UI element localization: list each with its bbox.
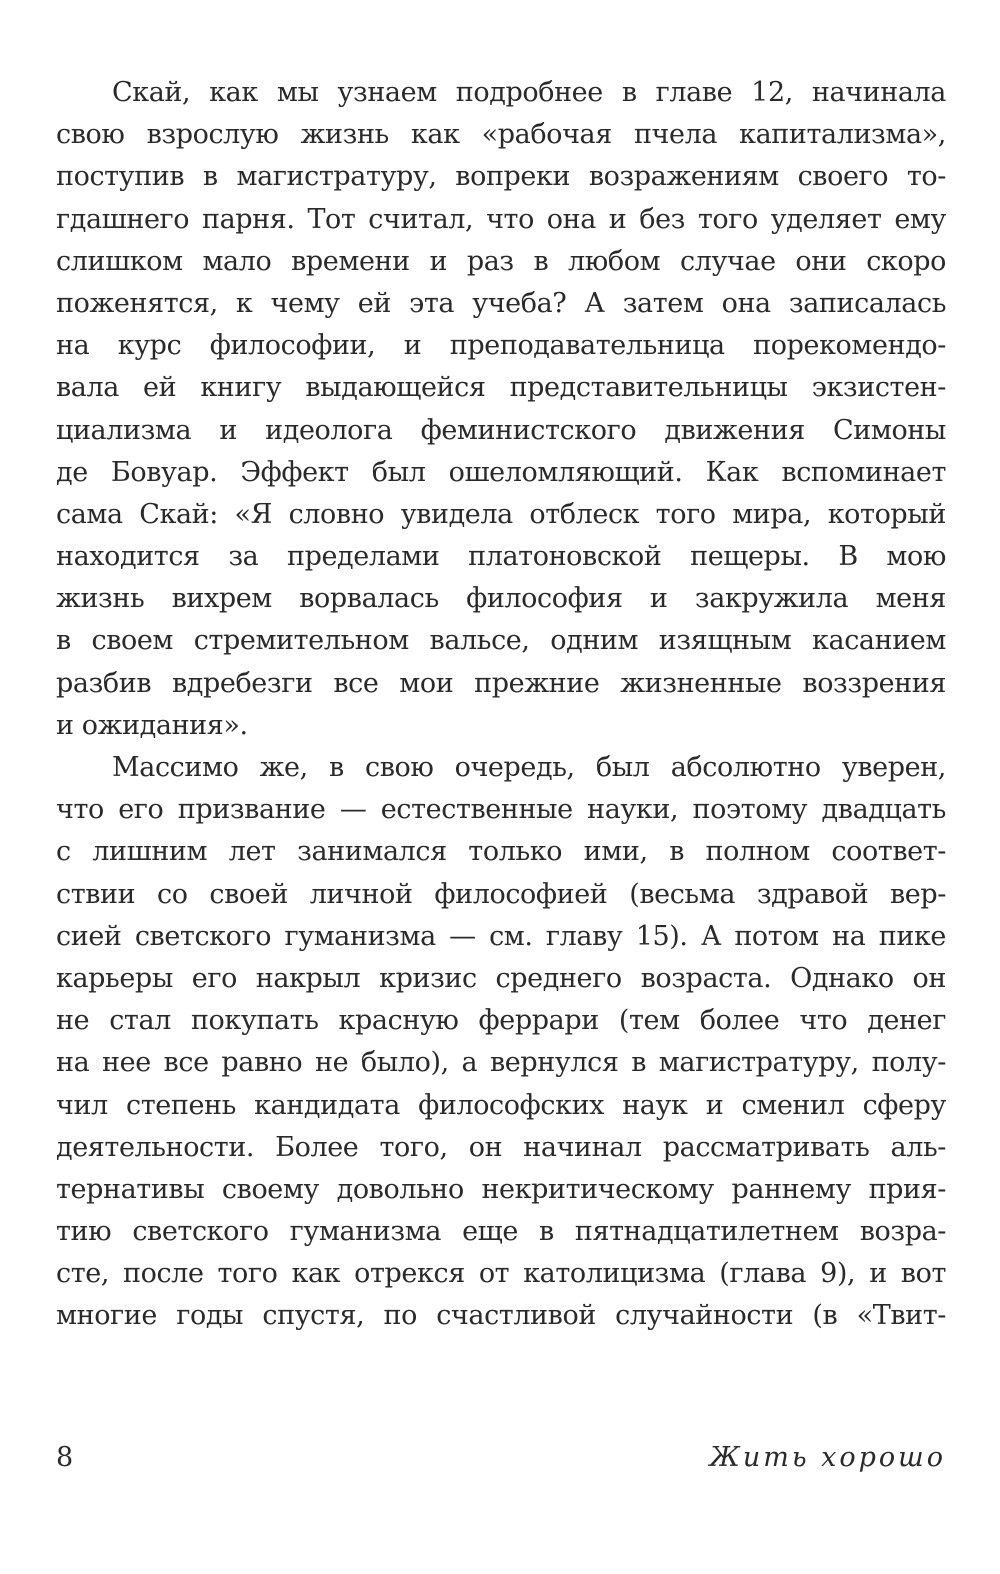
text-line: поступив в магистратуру, вопреки возражениям своего то- bbox=[56, 161, 946, 193]
text-line: многие годы спустя, по счастливой случайности (в «Твит- bbox=[56, 1300, 946, 1332]
text-line: карьеры его накрыл кризис среднего возраста. Однако он bbox=[56, 962, 946, 994]
text-line: поженятся, к чему ей эта учеба? А затем она записалась bbox=[56, 287, 946, 319]
text-line: жизнь вихрем ворвалась философия и закружила меня bbox=[56, 583, 946, 615]
text-line: с лишним лет занимался только ими, в полном соответ- bbox=[56, 836, 946, 868]
body-text bbox=[56, 72, 946, 1338]
text-line: вала ей книгу выдающейся представительницы экзистен- bbox=[56, 372, 946, 404]
text-line: разбив вдребезги все мои прежние жизненные воззрения bbox=[56, 667, 946, 699]
page-number: 8 bbox=[56, 1442, 74, 1473]
text-line: на нее все равно не было), а вернулся в магистратуру, полу- bbox=[56, 1047, 946, 1079]
text-line: не стал покупать красную феррари (тем более что денег bbox=[56, 1005, 946, 1037]
text-line: Массимо же, в свою очередь, был абсолютно уверен, bbox=[112, 752, 946, 783]
text-line: свою взрослую жизнь как «рабочая пчела капитализма», bbox=[56, 119, 946, 151]
text-line: чил степень кандидата философских наук и сменил сферу bbox=[56, 1089, 946, 1121]
text-line: циализма и идеолога феминистского движения Симоны bbox=[56, 414, 946, 446]
text-line: что его призвание — естественные науки, поэтому двадцать bbox=[56, 794, 946, 826]
page-footer bbox=[56, 1438, 946, 1478]
text-line: на курс философии, и преподавательница порекомендо- bbox=[56, 330, 946, 362]
text-line: сама Скай: «Я словно увидела отблеск того мира, который bbox=[56, 498, 946, 530]
text-line: слишком мало времени и раз в любом случае они скоро bbox=[56, 245, 946, 277]
text-line: ствии со своей личной философией (весьма здравой вер- bbox=[56, 878, 946, 910]
text-line: Скай, как мы узнаем подробнее в главе 12, начинала bbox=[112, 77, 946, 108]
text-line: де Бовуар. Эффект был ошеломляющий. Как вспоминает bbox=[56, 456, 946, 488]
text-line: и ожидания». bbox=[56, 709, 248, 741]
text-line: сте, после того как отрекся от католицизма (глава 9), и вот bbox=[56, 1258, 946, 1290]
text-line: гдашнего парня. Тот считал, что она и без того уделяет ему bbox=[56, 203, 946, 235]
text-line: деятельности. Более того, он начинал рассматривать аль- bbox=[56, 1131, 946, 1163]
text-line: в своем стремительном вальсе, одним изящным касанием bbox=[56, 625, 946, 657]
text-line: сией светского гуманизма — см. главу 15). А потом на пике bbox=[56, 920, 946, 952]
text-line: тернативы своему довольно некритическому раннему прия- bbox=[56, 1173, 946, 1205]
text-line: тию светского гуманизма еще в пятнадцатилетнем возра- bbox=[56, 1216, 946, 1248]
running-title: Жить хорошо bbox=[709, 1442, 946, 1473]
text-line: находится за пределами платоновской пещеры. В мою bbox=[56, 541, 946, 573]
